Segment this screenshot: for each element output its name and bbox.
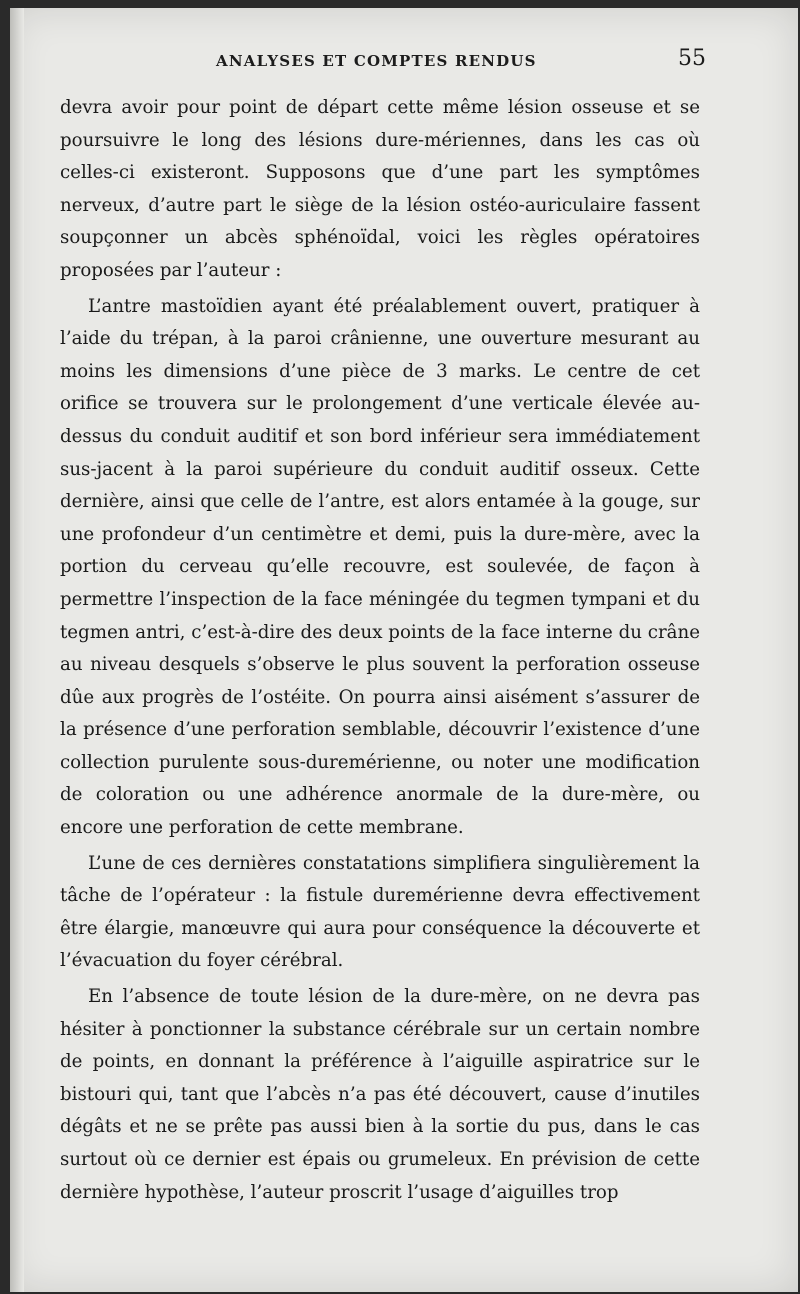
page-binding-edge (10, 8, 24, 1292)
paragraph: L’antre mastoïdien ayant été préalablement ouvert, pratiquer à l’aide du trépan, à la paroi crânienne, une ouverture mesurant au moins les dimensions d’une pièce de 3 marks. Le centre de cet orifice se trouvera sur le prolongement d’une verticale élevée au-dessus du conduit auditif et son bord inférieur sera immédiatement sus-jacent à la paroi supérieure du conduit auditif osseux. Cette dernière, ainsi que celle de l’antre, est alors entamée à la gouge, sur une profondeur d’un centimètre et demi, puis la dure-mère, avec la portion du cerveau qu’elle recouvre, est soulevée, de façon à permettre l’inspection de la face méningée du tegmen tympani et du tegmen antri, c’est-à-dire des deux points de la face interne du crâne au niveau desquels s’observe le plus souvent la perforation osseuse dûe aux progrès de l’ostéite. On pourra ainsi aisément s’assurer de la présence d’une perforation semblable, découvrir l’existence d’une collection purulente sous-duremérienne, ou noter une modification de coloration ou une adhérence anormale de la dure-mère, ou encore une perforation de cette membrane. (60, 295, 700, 839)
paragraph: En l’absence de toute lésion de la dure-mère, on ne devra pas hésiter à ponctionner la substance cérébrale sur un certain nombre de points, en donnant la préférence à l’aiguille aspiratrice sur le bistouri qui, tant que l’abcès n’a pas été découvert, cause d’inutiles dégâts et ne se prête pas aussi bien à la sortie du pus, dans le cas surtout où ce dernier est épais ou grumeleux. En prévision de cette dernière hypothèse, l’auteur proscrit l’usage d’aiguilles trop (60, 986, 700, 1203)
page-header (10, 46, 798, 76)
paragraph: devra avoir pour point de départ cette même lésion osseuse et se poursuivre le long des lésions dure-mériennes, dans les cas où celles-ci existeront. Supposons que d’une part les symptômes nerveux, d’autre part le siège de la lésion ostéo-auriculaire fassent soupçonner un abcès sphénoïdal, voici les règles opératoires proposées par l’auteur : (60, 97, 700, 281)
paragraph: L’une de ces dernières constatations simplifiera singulièrement la tâche de l’opérateur : la fistule duremérienne devra effectivement être élargie, manœuvre qui aura pour conséquence la découverte et l’évacuation du foyer cérébral. (60, 852, 700, 972)
body-text (60, 92, 700, 1209)
page-number: 55 (678, 46, 706, 71)
running-head: ANALYSES ET COMPTES RENDUS (216, 52, 537, 70)
document-page (10, 8, 798, 1292)
